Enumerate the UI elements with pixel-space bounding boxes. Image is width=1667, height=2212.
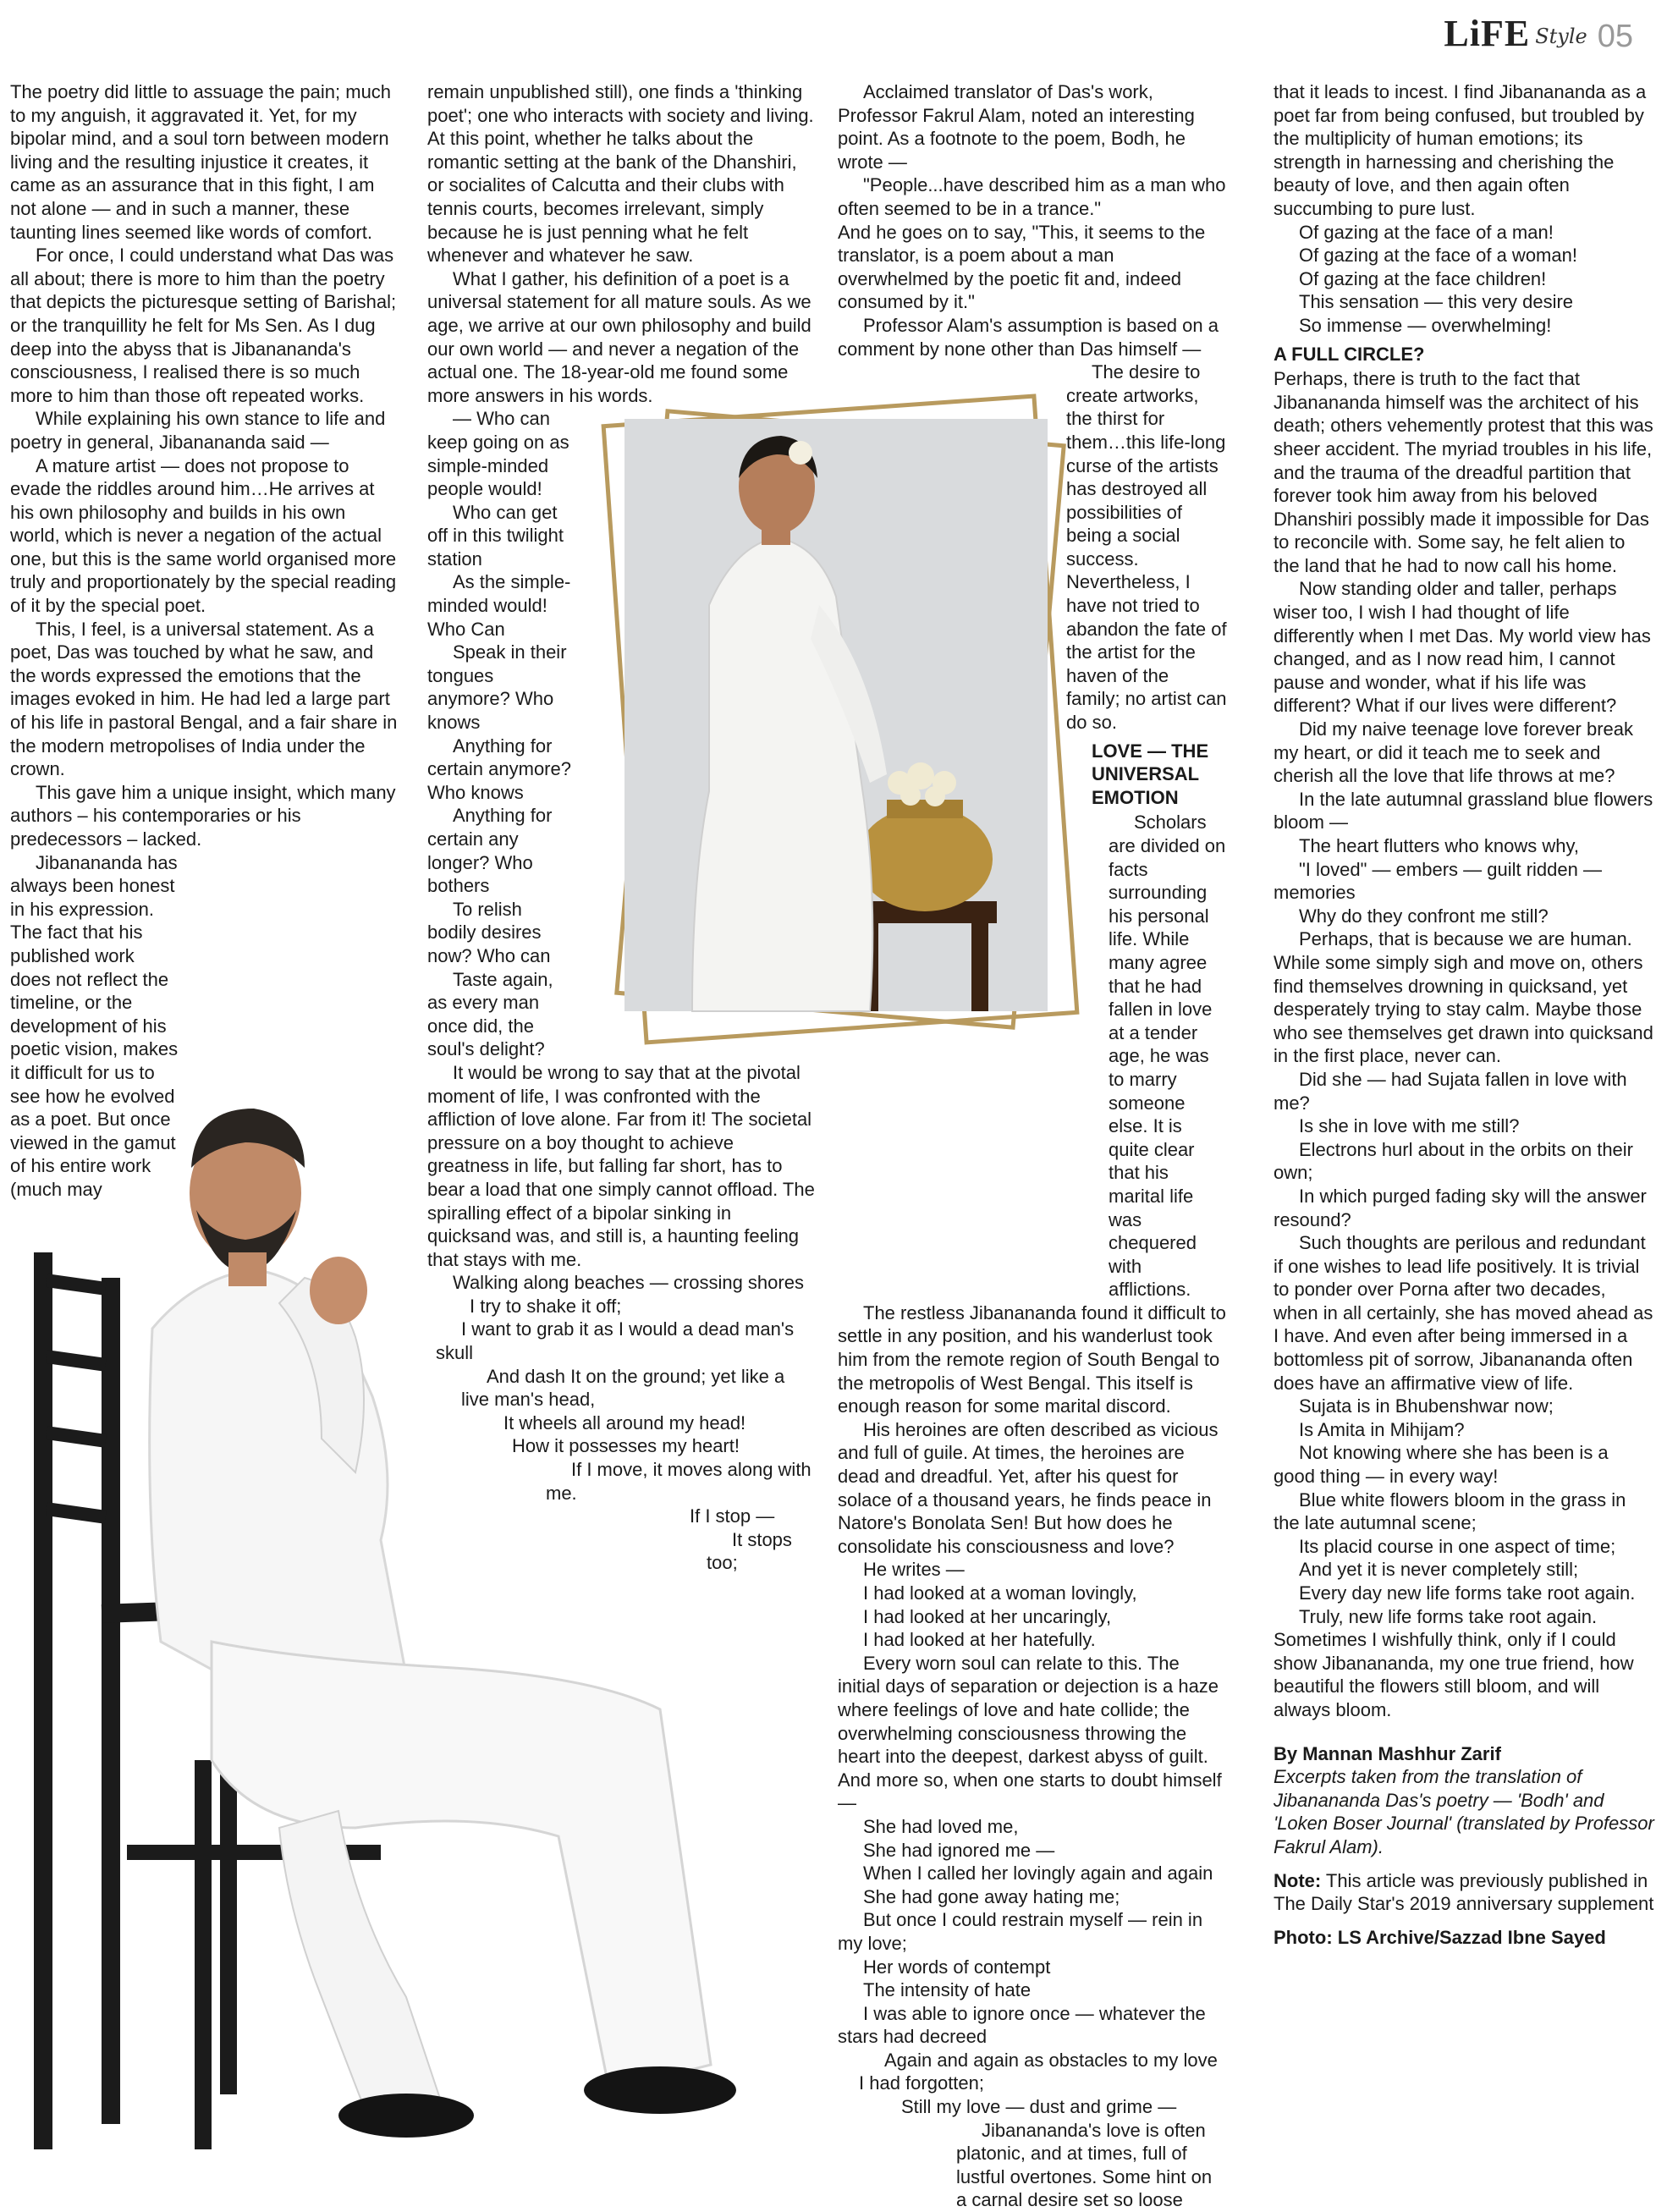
poem-line: Anything for certain anymore? Who knows bbox=[427, 735, 571, 803]
quote: "People...have described him as a man who often seemed to be in a trance." bbox=[838, 174, 1226, 219]
poem-line: She had ignored me — bbox=[863, 1839, 1055, 1861]
paragraph: Did my naive teenage love forever break my heart, or did it teach me to seek and cherish all the love that life throws at me? bbox=[1274, 718, 1633, 787]
poem-line: Of gazing at the face children! bbox=[1299, 267, 1547, 289]
paragraph: Now standing older and taller, perhaps wiser too, I wish I had thought of life differently when I met Das. My world view has changed, and as I now read him, I cannot pause and wonder, what if his life was different? What if our lives were different? bbox=[1274, 578, 1651, 717]
poem-line: She had loved me, bbox=[863, 1815, 1019, 1837]
poem-line: And dash It on the ground; yet like a live man's head, bbox=[461, 1365, 785, 1411]
poem-line: I had looked at a woman lovingly, bbox=[863, 1582, 1137, 1604]
paragraph: And he goes on to say, "This, it seems to the translator, is a poem about a man overwhelmed by the poetic fit and, indeed consumed by it." bbox=[838, 221, 1206, 313]
paragraph: The restless Jibanananda found it difficult to settle in any position, and his wanderlust took him from the remote region of South Bengal to the metropolis of West Bengal. This itself is enough reason for some marital discord. bbox=[838, 1301, 1226, 1417]
byline: By Mannan Mashhur Zarif bbox=[1274, 1742, 1501, 1764]
paragraph: His heroines are often described as vicious and full of guile. At times, the heroines are dead and dreadful. Yet, after his quest for solace of a thousand years, he finds peace in Natore's Bonolata Sen! But how does he consolidate his consciousness and love? bbox=[838, 1418, 1219, 1557]
poem-line: If I stop — bbox=[690, 1505, 775, 1527]
poem-line: He writes — bbox=[863, 1559, 965, 1581]
fist bbox=[310, 1257, 367, 1324]
poem-line: Blue white flowers bloom in the grass in the late autumnal scene; bbox=[1274, 1488, 1626, 1534]
poem-line: Of gazing at the face of a woman! bbox=[1299, 245, 1577, 267]
photo-credit: Photo: LS Archive/Sazzad Ibne Sayed bbox=[1274, 1926, 1606, 1948]
poem-line: Of gazing at the face of a man! bbox=[1299, 221, 1554, 243]
poem-line: Still my love — dust and grime — bbox=[901, 2096, 1177, 2118]
poem-line: In the late autumnal grassland blue flowers bloom — bbox=[1274, 788, 1653, 834]
poem-line: Her words of contempt bbox=[863, 1956, 1051, 1978]
paragraph: Scholars are divided on facts surrounding his personal life. While many agree that he had fallen in love at a tender age, he was to marry someone else. It is quite clear that his marital life was chequered with afflictions. bbox=[1109, 812, 1226, 1301]
poem-line: So immense — overwhelming! bbox=[1299, 314, 1552, 336]
paragraph: This gave him a unique insight, which many authors – his contemporaries or his predecessors – lacked. bbox=[10, 781, 396, 850]
poem-line: Electrons hurl about in the orbits on their own; bbox=[1274, 1138, 1634, 1184]
poem-line: The intensity of hate bbox=[863, 1979, 1032, 2001]
poem-line: It stops too; bbox=[707, 1528, 792, 1574]
kurta bbox=[150, 1269, 406, 1692]
poem-line: Sujata is in Bhubenshwar now; bbox=[1299, 1395, 1554, 1417]
poem-line: But once I could restrain myself — rein in my love; bbox=[838, 1909, 1203, 1954]
shoe-left bbox=[338, 2094, 474, 2138]
section-heading: A FULL CIRCLE? bbox=[1274, 343, 1425, 365]
poem-line: Not knowing where she has been is a good thing — in every way! bbox=[1274, 1442, 1609, 1488]
article-column-1 bbox=[10, 80, 399, 1202]
poem-line: Taste again, as every man once did, the soul's delight? bbox=[427, 968, 553, 1060]
paragraph: For once, I could understand what Das was all about; there is more to him than the poetry that depicts the picturesque setting of Barishal; or the tranquillity he felt for Ms Sen. As I dug deep into the abyss that is Jibanananda's consciousness, I realised there is so much more to him than those oft repeated works. bbox=[10, 245, 397, 406]
section-heading: LOVE — THE UNIVERSAL EMOTION bbox=[1092, 740, 1209, 808]
quote-paragraph: A mature artist — does not propose to evade the riddles around him…He arrives at his own philosophy and builds in his own world, which is never a negation of the actual one, but this is the same world organised more truly and proportionately by the special reading of it by the special poet. bbox=[10, 454, 397, 617]
paragraph: Perhaps, there is truth to the fact that Jibanananda himself was the architect of his death; others vehemently protest that this was sheer accident. The myriad troubles in his life, and the trauma of the dreadful partition that forever took him away from his beloved Dhanshiri possibly made it impossible for Das to reconcile with. Some say, he felt alien to the land that he had to now call his home. bbox=[1274, 368, 1653, 576]
poem-line: When I called her lovingly again and again bbox=[863, 1863, 1213, 1885]
paragraph: Sometimes I wishfully think, only if I could show Jibanananda, my one true friend, how beautiful the flowers still bloom, and will always bloom. bbox=[1274, 1629, 1634, 1720]
poem-line: How it possesses my heart! bbox=[512, 1435, 740, 1457]
poem-line: The heart flutters who knows why, bbox=[1299, 835, 1579, 856]
poem-line: I was able to ignore once — whatever the stars had decreed bbox=[838, 2002, 1206, 2048]
paragraph: The poetry did little to assuage the pain; much to my anguish, it aggravated it. Yet, for my bipolar mind, and a soul torn between modern living and the resulting injustice it creates, it came as an assurance that in this fight, I am not alone — and in such a manner, these taunting lines seemed like words of comfort. bbox=[10, 81, 392, 243]
article-column-2 bbox=[427, 80, 817, 1575]
article-column-3 bbox=[838, 80, 1227, 2212]
paragraph: Professor Alam's assumption is based on a comment by none other than Das himself — bbox=[838, 314, 1219, 360]
poem-line: I want to grab it as I would a dead man's skull bbox=[436, 1318, 795, 1364]
poem-line: Is Amita in Mihijam? bbox=[1299, 1418, 1465, 1440]
paragraph: Every worn soul can relate to this. The initial days of separation or dejection is a haze where feelings of love and hate collide; the overwhelming consciousness throwing the heart into the deepest, darkest abyss of guilt. And more so, when one starts to doubt himself — bbox=[838, 1652, 1222, 1814]
poem-line: — Who can keep going on as simple-minded people would! bbox=[427, 408, 569, 500]
poem-line: It wheels all around my head! bbox=[503, 1411, 746, 1433]
page-number: 05 bbox=[1597, 19, 1633, 54]
poem-line: Is she in love with me still? bbox=[1299, 1115, 1520, 1137]
note-text: This article was previously published in The Daily Star's 2019 anniversary supplement bbox=[1274, 1869, 1654, 1915]
poem-line: Again and again as obstacles to my love I had forgotten; bbox=[859, 2049, 1218, 2094]
paragraph: Perhaps, that is because we are human. While some simply sigh and move on, others find themselves drowning in quicksand, yet desperately trying to stay calm. Maybe those who see themselves get drawn into quicksand in the first place, never can. bbox=[1274, 928, 1653, 1067]
poem-line: Truly, new life forms take root again. bbox=[1299, 1605, 1598, 1627]
poem-line: Did she — had Sujata fallen in love with me? bbox=[1274, 1068, 1627, 1114]
poem-line: "I loved" — embers — guilt ridden — memories bbox=[1274, 858, 1602, 904]
paragraph: While explaining his own stance to life and poetry in general, Jibanananda said — bbox=[10, 408, 386, 453]
poem-line: Who can get off in this twilight station bbox=[427, 501, 564, 570]
paragraph: This, I feel, is a universal statement. As a poet, Das was touched by what he saw, and the words expressed the emotions that the images evoked in him. He had led a large part of his life in pastoral Bengal, and a fair share in the modern metropolises of India under the crown. bbox=[10, 618, 398, 780]
shoe-right bbox=[584, 2066, 736, 2114]
note bbox=[1274, 1869, 1654, 1916]
poem-line: And yet it is never completely still; bbox=[1299, 1559, 1579, 1581]
poem-line: If I move, it moves along with me. bbox=[546, 1459, 811, 1504]
poem-line: I try to shake it off; bbox=[470, 1295, 622, 1317]
style-logo: Style bbox=[1535, 25, 1587, 48]
life-logo: LiFE bbox=[1444, 13, 1531, 54]
poem-line: Walking along beaches — crossing shores bbox=[453, 1272, 804, 1294]
article-column-4 bbox=[1274, 80, 1654, 1949]
paragraph: Such thoughts are perilous and redundant if one wishes to lead life positively. It is trivial to ponder over Porna after two decades, when in all certainly, she has moved ahead as I have. And even after being immersed in a bottomless pit of sorrow, Jibanananda often does have an affirmative view of life. bbox=[1274, 1232, 1653, 1394]
note-label: Note: bbox=[1274, 1869, 1322, 1891]
paragraph: What I gather, his definition of a poet is a universal statement for all mature souls. As we age, we arrive at our own philosophy and build our own world — and never a negation of the actual one. The 18-year-old me found some more answers in his words. bbox=[427, 267, 811, 406]
paragraph: Jibanananda has always been honest in his expression. The fact that his published work does not reflect the timeline, or the development of his poetic vision, makes it difficult for us to see how he evolved as a poet. But once viewed in the gamut of his entire work (much may bbox=[10, 851, 179, 1200]
paragraph: that it leads to incest. I find Jibanananda as a poet far from being confused, but troubled by the multiplicity of human emotions; its strength in harnessing and cherishing the beauty of love, and then again often succumbing to pure lust. bbox=[1274, 81, 1647, 219]
poem-line: As the simple-minded would! Who Can bbox=[427, 571, 571, 640]
paragraph: Jibanananda's love is often platonic, and at times, full of lustful overtones. Some hint on a carnal desire set so loose bbox=[956, 2119, 1213, 2211]
poem-line: She had gone away hating me; bbox=[863, 1885, 1120, 1907]
poem-narrow bbox=[427, 407, 571, 1061]
poem-line: To relish bodily desires now? Who can bbox=[427, 898, 551, 966]
poem-line: Why do they confront me still? bbox=[1299, 905, 1549, 927]
masthead bbox=[1444, 12, 1633, 55]
poem-line: In which purged fading sky will the answer resound? bbox=[1274, 1185, 1647, 1230]
poem-line: This sensation — this very desire bbox=[1299, 291, 1574, 313]
excerpt-credit: Excerpts taken from the translation of Jibanananda Das's poetry — 'Bodh' and 'Loken Boser Journal' (translated by Professor Fakrul Alam). bbox=[1274, 1766, 1654, 1857]
poem-line: Its placid course in one aspect of time; bbox=[1299, 1535, 1616, 1557]
paragraph: It would be wrong to say that at the pivotal moment of life, I was confronted with the affliction of love alone. Far from it! The societal pressure on a boy thought to achieve greatness in life, but falling far short, has to bear a load that one simply cannot offload. The spiralling effect of a bipolar sinking in quicksand was, and still is, a haunting feeling that stays with me. bbox=[427, 1061, 815, 1270]
poem-line: I had looked at her uncaringly, bbox=[863, 1605, 1112, 1627]
poem-line: Anything for certain any longer? Who bothers bbox=[427, 805, 553, 897]
poem-line: Speak in their tongues anymore? Who knows bbox=[427, 641, 567, 734]
poem-line: I had looked at her hatefully. bbox=[863, 1629, 1096, 1651]
poem-line: Every day new life forms take root again. bbox=[1299, 1582, 1636, 1604]
paragraph: Acclaimed translator of Das's work, Professor Fakrul Alam, noted an interesting point. As a footnote to the poem, Bodh, he wrote — bbox=[838, 81, 1195, 173]
quote-paragraph: The desire to create artworks, the thirst for them…this life-long curse of the artists has destroyed all possibilities of being a social success. Nevertheless, I have not tried to abandon the fate of the artist for the haven of the family; no artist can do so. bbox=[1066, 361, 1227, 734]
paragraph: remain unpublished still), one finds a 'thinking poet'; one who interacts with society and living. At this point, whether he talks about the romantic setting at the bank of the Dhanshiri, or socialites of Calcutta and their clubs with tennis courts, becomes irrelevant, simply because he is just penning what he felt whenever and whatever he saw. bbox=[427, 81, 814, 267]
